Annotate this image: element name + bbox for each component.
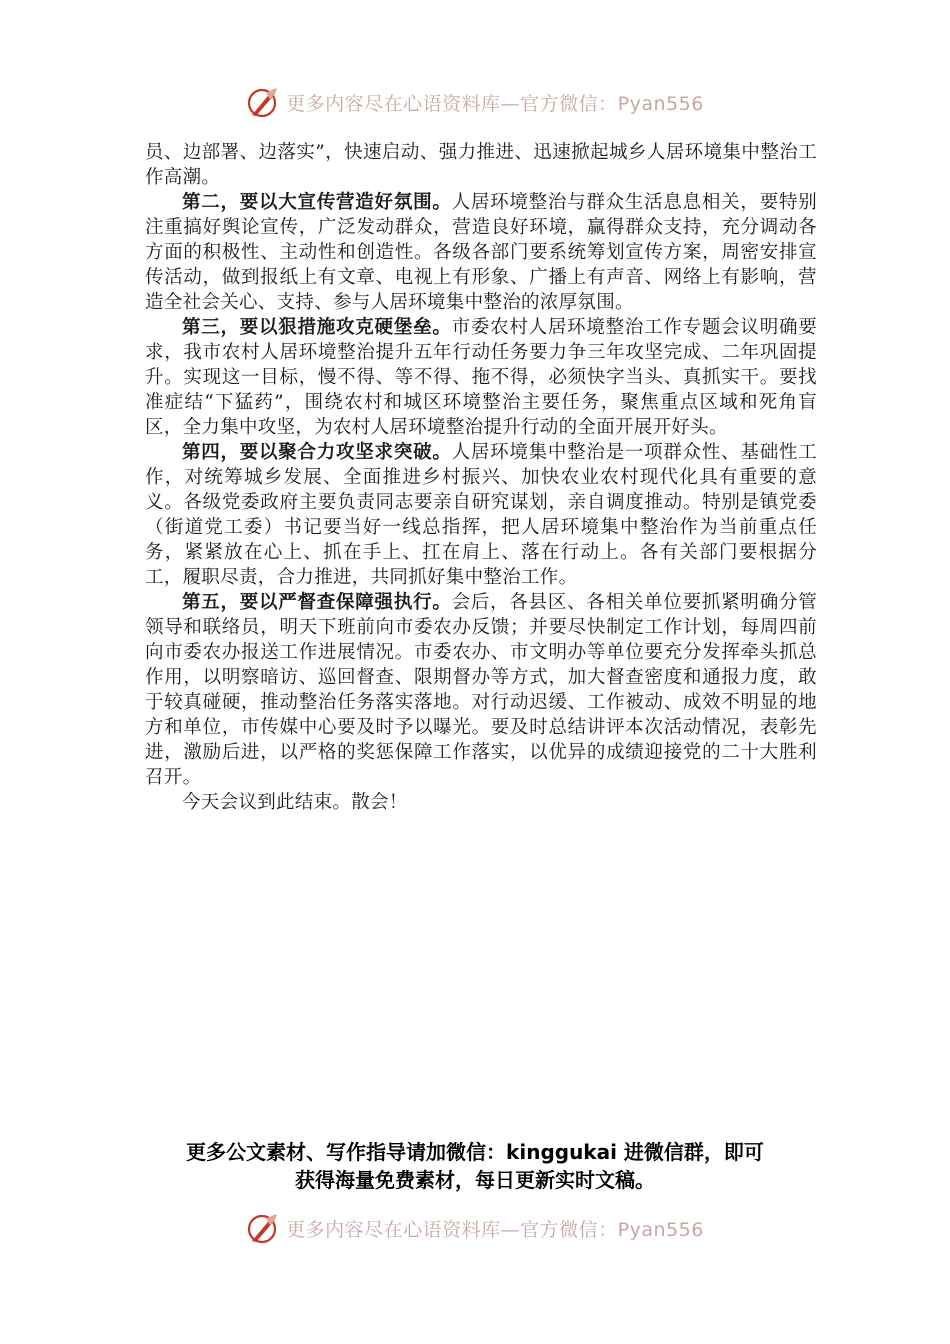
paragraph-closing: 今天会议到此结束。散会！ — [182, 792, 408, 813]
promo-line-2: 获得海量免费素材，每日更新实时文稿。 — [295, 1168, 655, 1192]
header-watermark-banner — [0, 80, 950, 124]
promo-notice — [0, 1138, 950, 1194]
paragraph-fifth-point: 第五，要以严督查保障强执行。会后，各县区、各相关单位要抓紧明确分管领导和联络员，明天下班前向市委农办反馈；并要尽快制定工作计划，每周四前向市委农办报送工作进展情况。市委农办、市文明办等单位要充分发挥牵头抓总作用，以明察暗访、巡回督查、限期督办等方式，加大督查密度和通报力度，敢于较真碰硬，推动整治任务落实落地。对行动迟缓、工作被动、成效不明显的地方和单位，市传媒中心要及时予以曝光。要及时总结讲评本次活动情况，表彰先进，激励后进，以严格的奖惩保障工作落实，以优异的成绩迎接党的二十大胜利召开。 — [145, 592, 818, 788]
paragraph-third-point: 第三，要以狠措施攻克硬堡垒。市委农村人居环境整治工作专题会议明确要求，我市农村人居环境整治提升五年行动任务要力争三年攻坚完成、二年巩固提升。实现这一目标，慢不得、等不得、拖不得，必须快字当头、真抓实干。要找准症结“下猛药”，围绕农村和城区环境整治主要任务，聚焦重点区域和死角盲区，全力集中攻坚，为农村人居环境整治提升行动的全面开展开好头。 — [145, 317, 818, 438]
quill-logo-icon — [246, 1211, 280, 1245]
paragraph-continuation: 员、边部署、边落实”，快速启动、强力推进、迅速掀起城乡人居环境集中整治工作高潮。 — [145, 142, 817, 188]
promo-line-1: 更多公文素材、写作指导请加微信：kinggukai 进微信群，即可 — [186, 1140, 764, 1164]
paragraph-lead: 第五，要以严督查保障强执行。 — [182, 592, 452, 613]
paragraph-lead: 第四，要以聚合力攻坚求突破。 — [182, 442, 452, 463]
paragraph-lead: 第二，要以大宣传营造好氛围。 — [182, 192, 452, 213]
header-wechat-id: Pyan556 — [617, 92, 704, 115]
header-banner-text: 更多内容尽在心语资料库—官方微信：Pyan556 — [286, 92, 704, 115]
quill-logo-icon — [246, 85, 280, 119]
footer-watermark-banner — [0, 1206, 950, 1250]
paragraph-fourth-point: 第四，要以聚合力攻坚求突破。人居环境集中整治是一项群众性、基础性工作，对统筹城乡发展、全面推进乡村振兴、加快农业农村现代化具有重要的意义。各级党委政府主要负责同志要亲自研究谋划，亲自调度推动。特别是镇党委（街道党工委）书记要当好一线总指挥，把人居环境集中整治作为当前重点任务，紧紧放在心上、抓在手上、扛在肩上、落在行动上。各有关部门要根据分工，履职尽责，合力推进，共同抓好集中整治工作。 — [145, 442, 818, 588]
paragraph-second-point: 第二，要以大宣传营造好氛围。人居环境整治与群众生活息息相关，要特别注重搞好舆论宣传，广泛发动群众，营造良好环境，赢得群众支持，充分调动各方面的积极性、主动性和创造性。各级各部门要系统筹划宣传方案，周密安排宣传活动，做到报纸上有文章、电视上有形象、广播上有声音、网络上有影响，营造全社会关心、支持、参与人居环境集中整治的浓厚氛围。 — [145, 192, 818, 313]
footer-banner-text: 更多内容尽在心语资料库—官方微信：Pyan556 — [286, 1218, 704, 1241]
document-body — [145, 140, 817, 815]
footer-wechat-id: Pyan556 — [617, 1218, 704, 1241]
paragraph-lead: 第三，要以狠措施攻克硬堡垒。 — [182, 317, 452, 338]
